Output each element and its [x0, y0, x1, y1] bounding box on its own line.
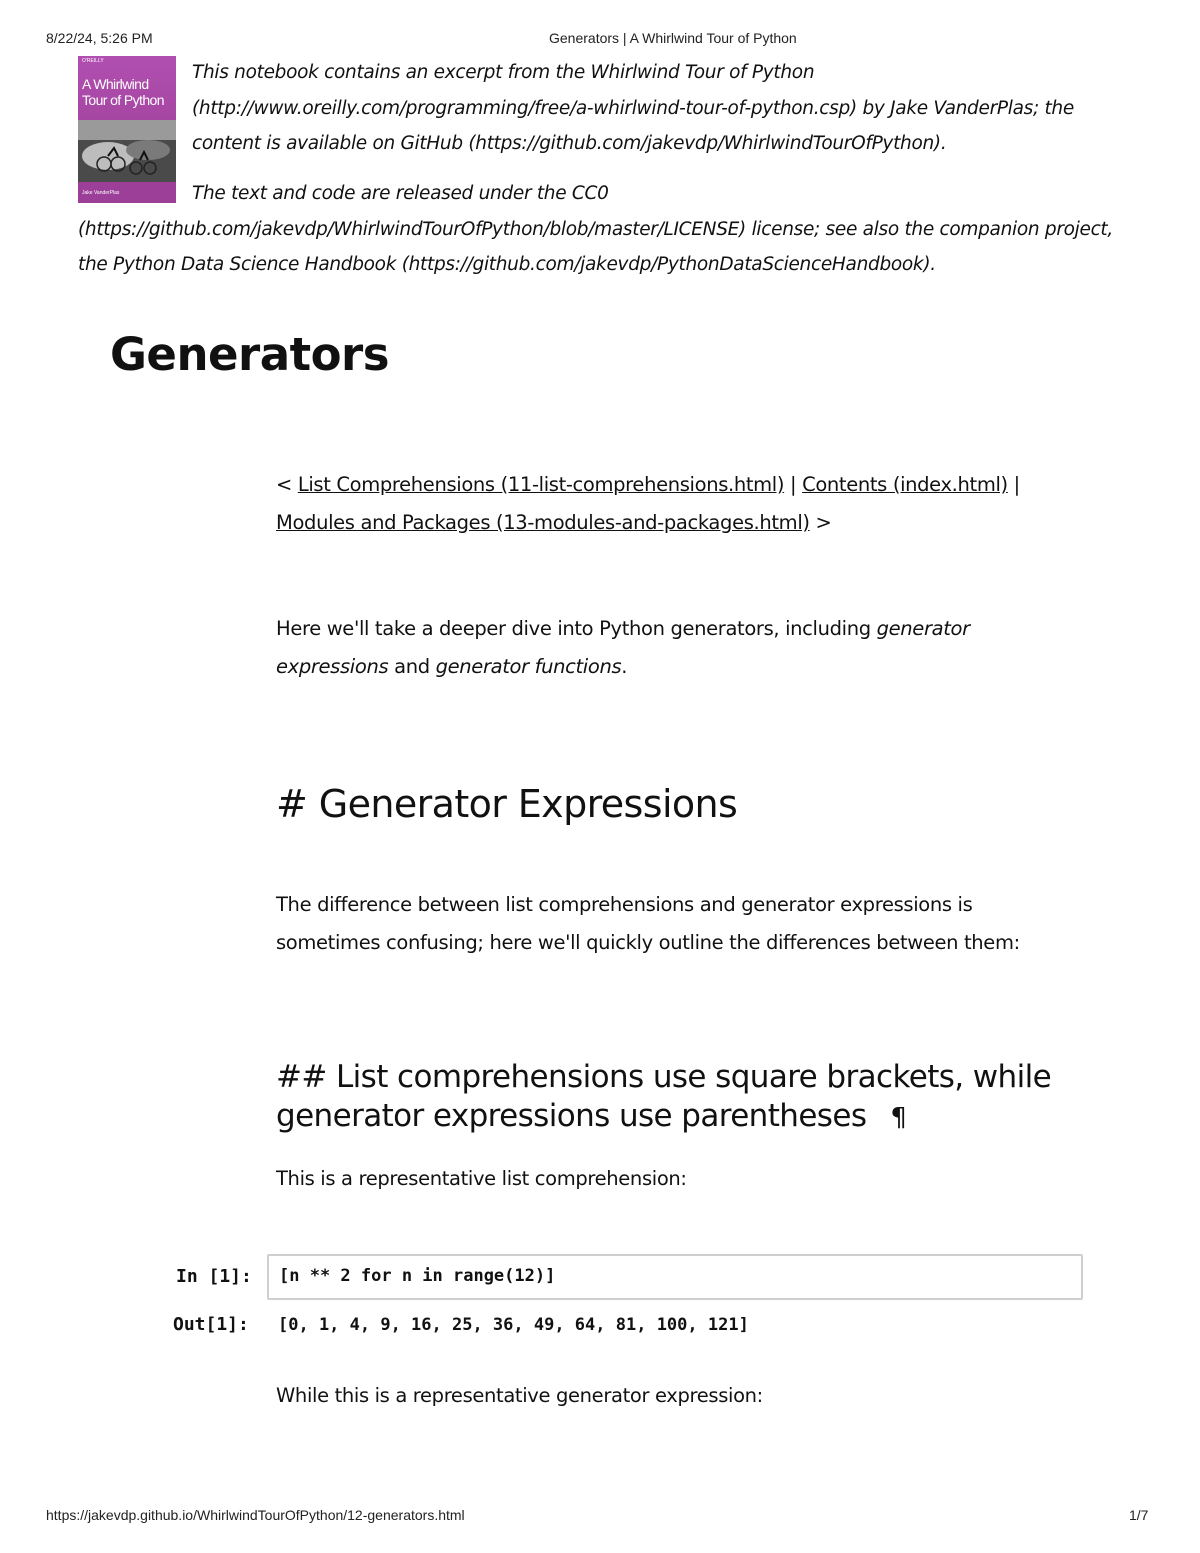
- prev-chapter-link[interactable]: List Comprehensions (11-list-comprehensions.html): [297, 473, 785, 496]
- input-prompt: In [1]:: [176, 1266, 252, 1287]
- intro-text: by Jake VanderPlas; the content is available: [192, 97, 1074, 154]
- nav-gt: >: [809, 511, 832, 534]
- cover-publisher: O'REILLY: [82, 58, 104, 64]
- code-output: [0, 1, 4, 9, 16, 25, 36, 49, 64, 81, 100, 121]: [278, 1315, 749, 1335]
- intro-text: .: [930, 254, 936, 275]
- heading-text: ## List comprehensions use square brackets, while generator expressions use parentheses: [276, 1059, 1052, 1134]
- next-chapter-link[interactable]: Modules and Packages (13-modules-and-packages.html): [276, 511, 810, 534]
- lead-emphasis: generator expressions: [276, 617, 970, 678]
- cc0-license-link[interactable]: CC0 (https://github.com/jakevdp/WhirlwindTourOfPython/blob/master/LICENSE): [78, 183, 746, 240]
- data-science-handbook-link[interactable]: Python Data Science Handbook (https://github.com/jakevdp/PythonDataScienceHandbook): [113, 254, 931, 275]
- code-text: [n ** 2 for n in range(12)]: [279, 1266, 556, 1286]
- cover-title-line2: Tour of Python: [82, 92, 164, 108]
- generator-expressions-heading: # Generator Expressions: [276, 782, 738, 826]
- lead-emphasis: generator functions: [435, 655, 622, 678]
- page-title: Generators: [110, 328, 389, 381]
- print-footer-url: https://jakevdp.github.io/WhirlwindTourOfPython/12-generators.html: [46, 1507, 465, 1523]
- nav-separator: |: [1007, 473, 1020, 496]
- whirlwind-tour-link[interactable]: Whirlwind Tour of Python (http://www.oreilly.com/programming/free/a-whirlwind-tour-of-python.csp): [192, 62, 857, 119]
- intro-text: license; see also the companion project, the: [78, 218, 1113, 275]
- nav-separator: |: [784, 473, 803, 496]
- section1-paragraph: The difference between list comprehensions and generator expressions is sometimes confusing; here we'll quickly outline the differences between them:: [276, 893, 1020, 954]
- print-page-number: 1/7: [1129, 1507, 1149, 1523]
- intro-text: The text and code are released under the: [192, 183, 572, 204]
- generator-expression-intro: While this is a representative generator expression:: [276, 1384, 763, 1407]
- brackets-vs-parentheses-heading: [276, 1058, 1076, 1138]
- code-input-cell[interactable]: [267, 1254, 1083, 1300]
- output-prompt: Out[1]:: [173, 1314, 249, 1335]
- print-datetime: 8/22/24, 5:26 PM: [46, 30, 153, 46]
- chapter-navigation: [276, 466, 1076, 542]
- section2-paragraph: This is a representative list comprehension:: [276, 1167, 687, 1190]
- intro-paragraph-1: [192, 55, 1122, 162]
- print-page-title: Generators | A Whirlwind Tour of Python: [549, 30, 797, 46]
- lead-text: .: [621, 655, 628, 678]
- cover-author: Jake VanderPlas: [82, 190, 120, 196]
- intro-paragraph-2: [78, 176, 1122, 283]
- github-link[interactable]: on GitHub (https://github.com/jakevdp/WhirlwindTourOfPython): [372, 133, 941, 154]
- cover-title-line1: A Whirlwind: [82, 76, 149, 92]
- anchor-link[interactable]: ¶: [890, 1103, 907, 1133]
- contents-link[interactable]: Contents (index.html): [802, 473, 1008, 496]
- lead-text: Here we'll take a deeper dive into Python generators, including: [276, 617, 877, 640]
- lead-paragraph: [276, 610, 1036, 686]
- intro-text: .: [940, 133, 947, 154]
- intro-text: This notebook contains an excerpt from the: [192, 62, 591, 83]
- lead-text: and: [388, 655, 436, 678]
- nav-lt: <: [276, 473, 298, 496]
